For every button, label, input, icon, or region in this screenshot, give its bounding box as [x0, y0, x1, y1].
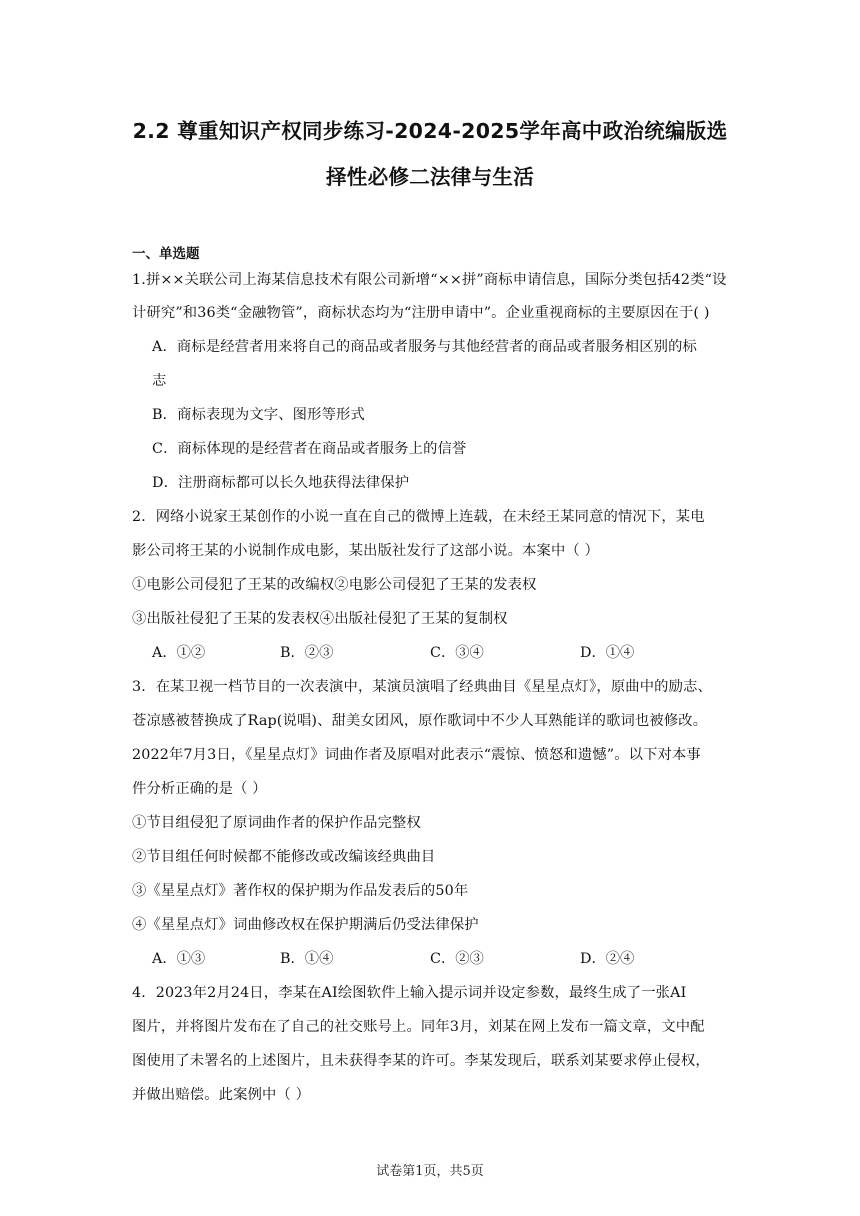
question-3-option-c: C．②③ — [430, 951, 484, 967]
question-3-option-a: A．①③ — [152, 951, 206, 967]
question-1-line-1: 1.拼××关联公司上海某信息技术有限公司新增“××拼”商标申请信息，国际分类包括42类“设 — [132, 272, 727, 288]
question-3-statement-4: ④《星星点灯》词曲修改权在保护期满后仍受法律保护 — [132, 917, 479, 933]
question-1-option-d: D．注册商标都可以长久地获得法律保护 — [152, 475, 410, 491]
question-2-line-1: 2．网络小说家王某创作的小说一直在自己的微博上连载，在未经王某同意的情况下，某电 — [132, 509, 705, 525]
question-2-line-2: 影公司将王某的小说制作成电影，某出版社发行了这部小说。本案中（ ） — [132, 543, 599, 559]
document-title-line-1: 2.2 尊重知识产权同步练习-2024-2025学年高中政治统编版选 — [132, 119, 728, 143]
question-3-statement-2: ②节目组任何时候都不能修改或改编该经典曲目 — [132, 849, 436, 865]
question-1-line-2: 计研究”和36类“金融物管”，商标状态均为“注册申请中”。企业重视商标的主要原因在于( ) — [132, 305, 710, 321]
question-3-option-b: B．①④ — [280, 951, 334, 967]
question-4-line-1: 4．2023年2月24日，李某在AI绘图软件上输入提示词并设定参数，最终生成了一张AI — [132, 985, 687, 1001]
question-2-option-d: D．①④ — [580, 645, 635, 661]
question-3-option-d: D．②④ — [580, 951, 635, 967]
question-2-option-a: A．①② — [152, 645, 206, 661]
question-2-statement-1: ①电影公司侵犯了王某的改编权②电影公司侵犯了王某的发表权 — [132, 577, 537, 593]
question-4-line-4: 并做出赔偿。此案例中（ ） — [132, 1087, 311, 1103]
question-3-line-3: 2022年7月3日，《星星点灯》词曲作者及原唱对此表示“震惊、愤怒和遗憾”。以下对本事 — [132, 747, 701, 763]
question-2-option-c: C．③④ — [430, 645, 484, 661]
question-3-line-2: 苍凉感被替换成了Rap(说唱)、甜美女团风，原作歌词中不少人耳熟能详的歌词也被修改。 — [132, 713, 708, 729]
question-1-option-a-cont: 志 — [152, 373, 167, 389]
question-3-line-4: 件分析正确的是（ ） — [132, 781, 267, 797]
question-1-option-c: C．商标体现的是经营者在商品或者服务上的信誉 — [152, 441, 467, 457]
section-heading: 一、单选题 — [132, 246, 200, 262]
question-1-option-a: A．商标是经营者用来将自己的商品或者服务与其他经营者的商品或者服务相区别的标 — [152, 339, 698, 355]
question-2-option-b: B．②③ — [280, 645, 334, 661]
question-3-statement-3: ③《星星点灯》著作权的保护期为作品发表后的50年 — [132, 883, 469, 899]
question-1-option-b: B．商标表现为文字、图形等形式 — [152, 407, 365, 423]
question-2-statement-2: ③出版社侵犯了王某的发表权④出版社侵犯了王某的复制权 — [132, 611, 508, 627]
question-3-statement-1: ①节目组侵犯了原词曲作者的保护作品完整权 — [132, 815, 421, 831]
page-footer: 试卷第1页，共5页 — [376, 1164, 484, 1179]
document-title-line-2: 择性必修二法律与生活 — [326, 165, 534, 189]
question-4-line-3: 图使用了未署名的上述图片，且未获得李某的许可。李某发现后，联系刘某要求停止侵权， — [132, 1053, 710, 1069]
question-3-line-1: 3．在某卫视一档节目的一次表演中，某演员演唱了经典曲目《星星点灯》，原曲中的励志、 — [132, 679, 712, 695]
question-4-line-2: 图片，并将图片发布在了自己的社交账号上。同年3月，刘某在网上发布一篇文章，文中配 — [132, 1019, 705, 1035]
